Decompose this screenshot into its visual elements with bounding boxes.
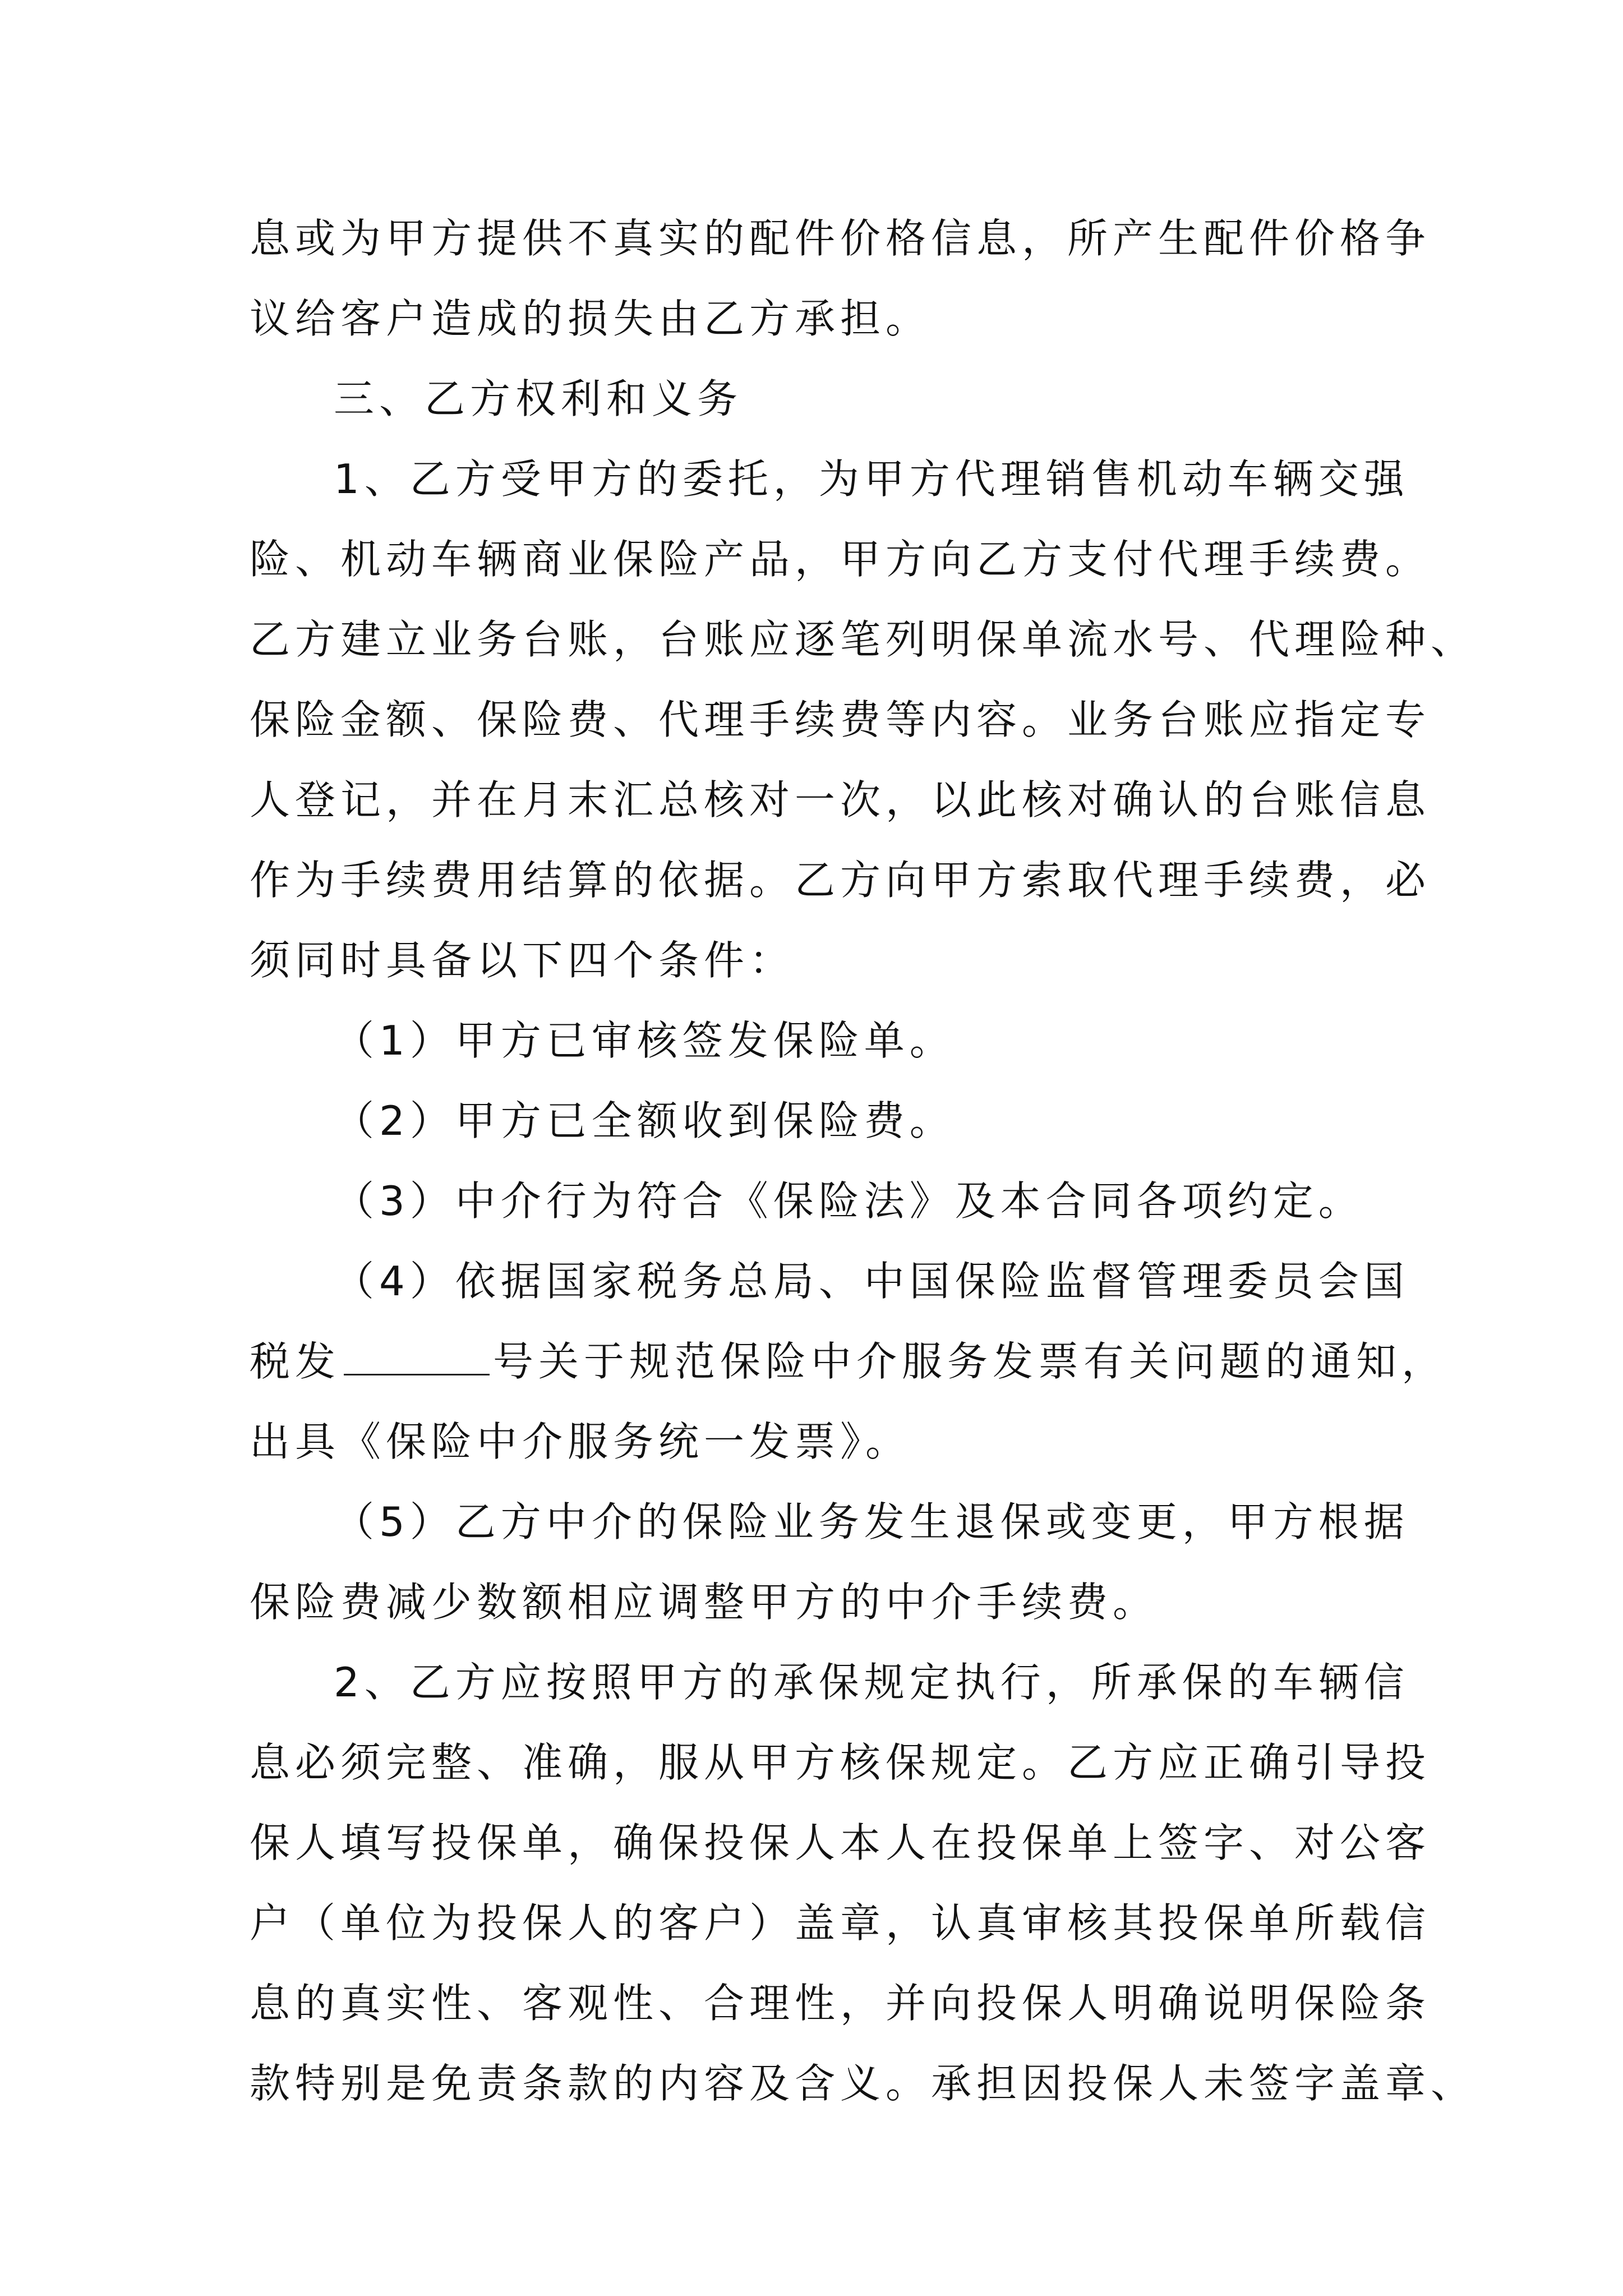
list-item: （1）甲方已审核签发保险单。 [334, 1017, 955, 1064]
paragraph-line: 保险金额、保险费、代理手续费等内容。业务台账应指定专 [250, 696, 1431, 743]
blank-suffix-text: 号关于规范保险中介服务发票有关问题的通知， [493, 1338, 1447, 1385]
list-item: （2）甲方已全额收到保险费。 [334, 1097, 955, 1144]
paragraph-line: 人登记，并在月末汇总核对一次，以此核对确认的台账信息 [250, 776, 1431, 823]
list-item: （5）乙方中介的保险业务发生退保或变更，甲方根据 [334, 1498, 1409, 1545]
paragraph-line: 息的真实性、客观性、合理性，并向投保人明确说明保险条 [250, 1980, 1431, 2027]
paragraph-line: 款特别是免责条款的内容及含义。承担因投保人未签字盖章、 [250, 2060, 1477, 2107]
paragraph-line: 作为手续费用结算的依据。乙方向甲方索取代理手续费，必 [250, 857, 1431, 904]
fill-in-blank [344, 1372, 490, 1375]
paragraph-line: 息或为甲方提供不真实的配件价格信息，所产生配件价格争 [250, 215, 1431, 262]
paragraph-line: 1、乙方受甲方的委托，为甲方代理销售机动车辆交强 [334, 455, 1409, 503]
paragraph-line: 户（单位为投保人的客户）盖章，认真审核其投保单所载信 [250, 1899, 1431, 1947]
list-item: （4）依据国家税务总局、中国保险监督管理委员会国 [334, 1258, 1409, 1305]
paragraph-line: 保人填写投保单，确保投保人本人在投保单上签字、对公客 [250, 1819, 1431, 1866]
paragraph-line: 险、机动车辆商业保险产品，甲方向乙方支付代理手续费。 [250, 536, 1431, 583]
paragraph-line: 2、乙方应按照甲方的承保规定执行，所承保的车辆信 [334, 1659, 1409, 1706]
paragraph-line: 出具《保险中介服务统一发票》。 [250, 1418, 911, 1465]
blank-prefix-text: 税发 [250, 1338, 341, 1385]
paragraph-line: 保险费减少数额相应调整甲方的中介手续费。 [250, 1579, 1159, 1626]
paragraph-line: 乙方建立业务台账，台账应逐笔列明保单流水号、代理险种、 [250, 616, 1477, 663]
paragraph-line: 须同时具备以下四个条件： [250, 937, 795, 984]
paragraph-line-with-blank [250, 1333, 1447, 1389]
list-item: （3）中介行为符合《保险法》及本合同各项约定。 [334, 1177, 1364, 1225]
paragraph-line: 息必须完整、准确，服从甲方核保规定。乙方应正确引导投 [250, 1739, 1431, 1786]
paragraph-line: 议给客户造成的损失由乙方承担。 [250, 295, 932, 342]
section-heading: 三、乙方权利和义务 [334, 375, 743, 422]
